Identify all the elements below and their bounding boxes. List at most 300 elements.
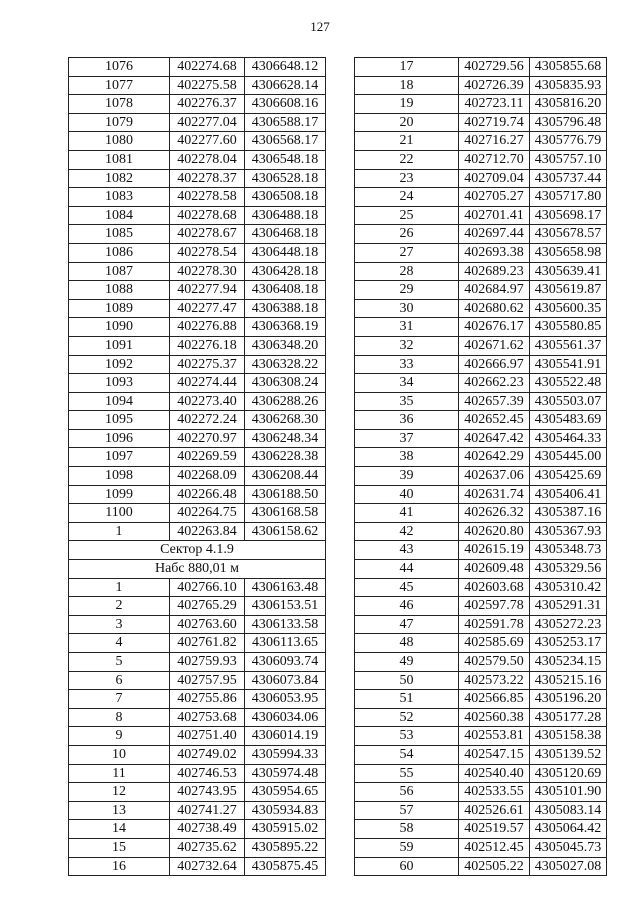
table-row: [69, 467, 326, 486]
y-coordinate: 4305895.22: [245, 838, 326, 857]
y-coordinate: 4305291.31: [530, 597, 607, 616]
table-row: [355, 671, 607, 690]
x-coordinate: 402652.45: [459, 411, 530, 430]
point-number: 24: [355, 188, 459, 207]
y-coordinate: 4306113.65: [245, 634, 326, 653]
y-coordinate: 4306348.20: [245, 336, 326, 355]
table-row: [355, 113, 607, 132]
point-number: 1094: [69, 392, 170, 411]
y-coordinate: 4306268.30: [245, 411, 326, 430]
table-row: [355, 764, 607, 783]
point-number: 60: [355, 857, 459, 876]
table-row: [355, 206, 607, 225]
x-coordinate: 402278.67: [170, 225, 245, 244]
table-row: [355, 522, 607, 541]
point-number: 57: [355, 801, 459, 820]
x-coordinate: 402274.68: [170, 58, 245, 77]
table-row: [69, 411, 326, 430]
y-coordinate: 4306548.18: [245, 150, 326, 169]
x-coordinate: 402766.10: [170, 578, 245, 597]
table-row: [69, 169, 326, 188]
x-coordinate: 402662.23: [459, 374, 530, 393]
y-coordinate: 4305310.42: [530, 578, 607, 597]
y-coordinate: 4305367.93: [530, 522, 607, 541]
table-row: [69, 299, 326, 318]
table-row: [69, 225, 326, 244]
table-row: [355, 318, 607, 337]
table-row: [69, 243, 326, 262]
point-number: 1077: [69, 76, 170, 95]
table-row: [355, 374, 607, 393]
table-row: [69, 820, 326, 839]
y-coordinate: 4305253.17: [530, 634, 607, 653]
y-coordinate: 4305064.42: [530, 820, 607, 839]
point-number: 37: [355, 429, 459, 448]
x-coordinate: 402761.82: [170, 634, 245, 653]
y-coordinate: 4305580.85: [530, 318, 607, 337]
point-number: 29: [355, 281, 459, 300]
table-row: [355, 150, 607, 169]
table-row: [69, 150, 326, 169]
x-coordinate: 402757.95: [170, 671, 245, 690]
y-coordinate: 4306228.38: [245, 448, 326, 467]
point-number: 26: [355, 225, 459, 244]
table-row: [355, 578, 607, 597]
point-number: 39: [355, 467, 459, 486]
x-coordinate: 402591.78: [459, 615, 530, 634]
x-coordinate: 402620.80: [459, 522, 530, 541]
x-coordinate: 402732.64: [170, 857, 245, 876]
point-number: 51: [355, 690, 459, 709]
point-number: 17: [355, 58, 459, 77]
y-coordinate: 4305934.83: [245, 801, 326, 820]
y-coordinate: 4305406.41: [530, 485, 607, 504]
point-number: 49: [355, 653, 459, 672]
table-row: [69, 113, 326, 132]
x-coordinate: 402274.44: [170, 374, 245, 393]
x-coordinate: 402553.81: [459, 727, 530, 746]
right-coordinates-table: [354, 57, 607, 876]
y-coordinate: 4305387.16: [530, 504, 607, 523]
x-coordinate: 402566.85: [459, 690, 530, 709]
y-coordinate: 4306488.18: [245, 206, 326, 225]
point-number: 45: [355, 578, 459, 597]
y-coordinate: 4306528.18: [245, 169, 326, 188]
x-coordinate: 402666.97: [459, 355, 530, 374]
x-coordinate: 402684.97: [459, 281, 530, 300]
point-number: 1096: [69, 429, 170, 448]
x-coordinate: 402519.57: [459, 820, 530, 839]
y-coordinate: 4305541.91: [530, 355, 607, 374]
y-coordinate: 4305272.23: [530, 615, 607, 634]
table-row: [355, 262, 607, 281]
table-row: [69, 745, 326, 764]
x-coordinate: 402676.17: [459, 318, 530, 337]
x-coordinate: 402642.29: [459, 448, 530, 467]
x-coordinate: 402609.48: [459, 560, 530, 579]
table-row: [69, 838, 326, 857]
y-coordinate: 4306053.95: [245, 690, 326, 709]
table-row: [355, 783, 607, 802]
y-coordinate: 4306093.74: [245, 653, 326, 672]
point-number: 28: [355, 262, 459, 281]
point-number: 59: [355, 838, 459, 857]
x-coordinate: 402755.86: [170, 690, 245, 709]
y-coordinate: 4305855.68: [530, 58, 607, 77]
point-number: 7: [69, 690, 170, 709]
y-coordinate: 4305083.14: [530, 801, 607, 820]
y-coordinate: 4305875.45: [245, 857, 326, 876]
table-row: [69, 634, 326, 653]
point-number: 1093: [69, 374, 170, 393]
table-row: [355, 392, 607, 411]
point-number: 1078: [69, 95, 170, 114]
y-coordinate: 4306508.18: [245, 188, 326, 207]
y-coordinate: 4305619.87: [530, 281, 607, 300]
y-coordinate: 4306073.84: [245, 671, 326, 690]
point-number: 5: [69, 653, 170, 672]
y-coordinate: 4306428.18: [245, 262, 326, 281]
y-coordinate: 4306328.22: [245, 355, 326, 374]
x-coordinate: 402689.23: [459, 262, 530, 281]
x-coordinate: 402275.37: [170, 355, 245, 374]
y-coordinate: 4305445.00: [530, 448, 607, 467]
y-coordinate: 4306368.19: [245, 318, 326, 337]
table-row: [355, 58, 607, 77]
y-coordinate: 4306163.48: [245, 578, 326, 597]
x-coordinate: 402276.37: [170, 95, 245, 114]
x-coordinate: 402716.27: [459, 132, 530, 151]
table-row: [355, 299, 607, 318]
x-coordinate: 402701.41: [459, 206, 530, 225]
x-coordinate: 402712.70: [459, 150, 530, 169]
table-row: [355, 485, 607, 504]
y-coordinate: 4305177.28: [530, 708, 607, 727]
x-coordinate: 402263.84: [170, 522, 245, 541]
x-coordinate: 402273.40: [170, 392, 245, 411]
point-number: 22: [355, 150, 459, 169]
x-coordinate: 402277.94: [170, 281, 245, 300]
point-number: 1086: [69, 243, 170, 262]
point-number: 1084: [69, 206, 170, 225]
x-coordinate: 402637.06: [459, 467, 530, 486]
y-coordinate: 4306133.58: [245, 615, 326, 634]
y-coordinate: 4305974.48: [245, 764, 326, 783]
point-number: 38: [355, 448, 459, 467]
point-number: 20: [355, 113, 459, 132]
x-coordinate: 402276.18: [170, 336, 245, 355]
x-coordinate: 402647.42: [459, 429, 530, 448]
table-row: [69, 615, 326, 634]
y-coordinate: 4306448.18: [245, 243, 326, 262]
point-number: 36: [355, 411, 459, 430]
y-coordinate: 4306248.34: [245, 429, 326, 448]
table-row: [355, 76, 607, 95]
point-number: 43: [355, 541, 459, 560]
point-number: 9: [69, 727, 170, 746]
y-coordinate: 4305120.69: [530, 764, 607, 783]
table-row: [69, 522, 326, 541]
sector-title: Сектор 4.1.9: [69, 541, 326, 560]
x-coordinate: 402270.97: [170, 429, 245, 448]
y-coordinate: 4305045.73: [530, 838, 607, 857]
point-number: 52: [355, 708, 459, 727]
point-number: 18: [355, 76, 459, 95]
y-coordinate: 4306014.19: [245, 727, 326, 746]
y-coordinate: 4305915.02: [245, 820, 326, 839]
table-row: [355, 95, 607, 114]
y-coordinate: 4305994.33: [245, 745, 326, 764]
point-number: 42: [355, 522, 459, 541]
point-number: 1085: [69, 225, 170, 244]
x-coordinate: 402671.62: [459, 336, 530, 355]
y-coordinate: 4305678.57: [530, 225, 607, 244]
table-row: [355, 727, 607, 746]
point-number: 35: [355, 392, 459, 411]
table-row: [69, 485, 326, 504]
x-coordinate: 402657.39: [459, 392, 530, 411]
point-number: 15: [69, 838, 170, 857]
y-coordinate: 4305215.16: [530, 671, 607, 690]
table-row: [355, 653, 607, 672]
point-number: 32: [355, 336, 459, 355]
table-row: [355, 188, 607, 207]
x-coordinate: 402533.55: [459, 783, 530, 802]
y-coordinate: 4306408.18: [245, 281, 326, 300]
y-coordinate: 4305101.90: [530, 783, 607, 802]
table-row: [355, 429, 607, 448]
point-number: 19: [355, 95, 459, 114]
x-coordinate: 402746.53: [170, 764, 245, 783]
point-number: 1098: [69, 467, 170, 486]
y-coordinate: 4305757.10: [530, 150, 607, 169]
table-row: [355, 411, 607, 430]
point-number: 46: [355, 597, 459, 616]
x-coordinate: 402264.75: [170, 504, 245, 523]
point-number: 1089: [69, 299, 170, 318]
y-coordinate: 4305639.41: [530, 262, 607, 281]
table-row: [69, 58, 326, 77]
table-row: [355, 838, 607, 857]
y-coordinate: 4305561.37: [530, 336, 607, 355]
x-coordinate: 402741.27: [170, 801, 245, 820]
table-row: [69, 801, 326, 820]
x-coordinate: 402631.74: [459, 485, 530, 504]
x-coordinate: 402526.61: [459, 801, 530, 820]
x-coordinate: 402560.38: [459, 708, 530, 727]
point-number: 1083: [69, 188, 170, 207]
point-number: 10: [69, 745, 170, 764]
point-number: 31: [355, 318, 459, 337]
point-number: 25: [355, 206, 459, 225]
x-coordinate: 402277.47: [170, 299, 245, 318]
point-number: 11: [69, 764, 170, 783]
x-coordinate: 402751.40: [170, 727, 245, 746]
y-coordinate: 4305503.07: [530, 392, 607, 411]
table-row: [355, 504, 607, 523]
table-row: [69, 262, 326, 281]
y-coordinate: 4305600.35: [530, 299, 607, 318]
x-coordinate: 402512.45: [459, 838, 530, 857]
y-coordinate: 4306588.17: [245, 113, 326, 132]
table-row: [69, 429, 326, 448]
table-row: [69, 132, 326, 151]
x-coordinate: 402268.09: [170, 467, 245, 486]
x-coordinate: 402615.19: [459, 541, 530, 560]
table-row: [69, 76, 326, 95]
table-row: [69, 355, 326, 374]
x-coordinate: 402759.93: [170, 653, 245, 672]
sector-height-row: [69, 560, 326, 579]
y-coordinate: 4305234.15: [530, 653, 607, 672]
point-number: 1090: [69, 318, 170, 337]
table-row: [69, 597, 326, 616]
sector-title-row: [69, 541, 326, 560]
table-row: [69, 764, 326, 783]
point-number: 1: [69, 578, 170, 597]
table-row: [69, 188, 326, 207]
y-coordinate: 4305139.52: [530, 745, 607, 764]
point-number: 44: [355, 560, 459, 579]
y-coordinate: 4305027.08: [530, 857, 607, 876]
point-number: 13: [69, 801, 170, 820]
point-number: 33: [355, 355, 459, 374]
x-coordinate: 402705.27: [459, 188, 530, 207]
y-coordinate: 4306608.16: [245, 95, 326, 114]
table-row: [69, 374, 326, 393]
point-number: 41: [355, 504, 459, 523]
x-coordinate: 402573.22: [459, 671, 530, 690]
x-coordinate: 402579.50: [459, 653, 530, 672]
y-coordinate: 4306188.50: [245, 485, 326, 504]
x-coordinate: 402278.54: [170, 243, 245, 262]
table-row: [355, 132, 607, 151]
table-row: [69, 504, 326, 523]
x-coordinate: 402726.39: [459, 76, 530, 95]
x-coordinate: 402693.38: [459, 243, 530, 262]
x-coordinate: 402749.02: [170, 745, 245, 764]
table-row: [355, 708, 607, 727]
y-coordinate: 4306168.58: [245, 504, 326, 523]
y-coordinate: 4305464.33: [530, 429, 607, 448]
point-number: 1081: [69, 150, 170, 169]
table-row: [355, 336, 607, 355]
y-coordinate: 4306034.06: [245, 708, 326, 727]
sector-height: Набс 880,01 м: [69, 560, 326, 579]
x-coordinate: 402719.74: [459, 113, 530, 132]
point-number: 4: [69, 634, 170, 653]
y-coordinate: 4306208.44: [245, 467, 326, 486]
x-coordinate: 402269.59: [170, 448, 245, 467]
table-row: [69, 578, 326, 597]
point-number: 1097: [69, 448, 170, 467]
x-coordinate: 402277.04: [170, 113, 245, 132]
table-row: [69, 336, 326, 355]
point-number: 50: [355, 671, 459, 690]
y-coordinate: 4306158.62: [245, 522, 326, 541]
point-number: 14: [69, 820, 170, 839]
y-coordinate: 4305329.56: [530, 560, 607, 579]
y-coordinate: 4305796.48: [530, 113, 607, 132]
table-row: [69, 392, 326, 411]
point-number: 2: [69, 597, 170, 616]
table-row: [355, 634, 607, 653]
x-coordinate: 402723.11: [459, 95, 530, 114]
point-number: 54: [355, 745, 459, 764]
table-row: [69, 281, 326, 300]
y-coordinate: 4306628.14: [245, 76, 326, 95]
point-number: 6: [69, 671, 170, 690]
left-coordinates-table: [68, 57, 326, 876]
y-coordinate: 4306153.51: [245, 597, 326, 616]
table-row: [69, 206, 326, 225]
point-number: 21: [355, 132, 459, 151]
x-coordinate: 402275.58: [170, 76, 245, 95]
y-coordinate: 4306388.18: [245, 299, 326, 318]
x-coordinate: 402763.60: [170, 615, 245, 634]
table-row: [355, 597, 607, 616]
point-number: 1: [69, 522, 170, 541]
x-coordinate: 402540.40: [459, 764, 530, 783]
point-number: 1076: [69, 58, 170, 77]
point-number: 34: [355, 374, 459, 393]
x-coordinate: 402626.32: [459, 504, 530, 523]
x-coordinate: 402585.69: [459, 634, 530, 653]
y-coordinate: 4305483.69: [530, 411, 607, 430]
table-row: [69, 653, 326, 672]
table-row: [355, 281, 607, 300]
point-number: 16: [69, 857, 170, 876]
x-coordinate: 402266.48: [170, 485, 245, 504]
table-row: [355, 225, 607, 244]
table-row: [69, 727, 326, 746]
x-coordinate: 402680.62: [459, 299, 530, 318]
y-coordinate: 4306648.12: [245, 58, 326, 77]
point-number: 23: [355, 169, 459, 188]
x-coordinate: 402738.49: [170, 820, 245, 839]
y-coordinate: 4306308.24: [245, 374, 326, 393]
y-coordinate: 4305737.44: [530, 169, 607, 188]
table-row: [69, 783, 326, 802]
point-number: 47: [355, 615, 459, 634]
table-row: [69, 690, 326, 709]
y-coordinate: 4306288.26: [245, 392, 326, 411]
table-row: [355, 243, 607, 262]
point-number: 48: [355, 634, 459, 653]
table-row: [355, 615, 607, 634]
table-row: [69, 95, 326, 114]
table-row: [355, 690, 607, 709]
x-coordinate: 402278.30: [170, 262, 245, 281]
x-coordinate: 402709.04: [459, 169, 530, 188]
table-row: [69, 448, 326, 467]
y-coordinate: 4305158.38: [530, 727, 607, 746]
y-coordinate: 4305954.65: [245, 783, 326, 802]
x-coordinate: 402753.68: [170, 708, 245, 727]
y-coordinate: 4305776.79: [530, 132, 607, 151]
y-coordinate: 4306568.17: [245, 132, 326, 151]
table-row: [355, 467, 607, 486]
x-coordinate: 402278.58: [170, 188, 245, 207]
table-row: [355, 355, 607, 374]
x-coordinate: 402272.24: [170, 411, 245, 430]
x-coordinate: 402547.15: [459, 745, 530, 764]
x-coordinate: 402729.56: [459, 58, 530, 77]
y-coordinate: 4305348.73: [530, 541, 607, 560]
point-number: 12: [69, 783, 170, 802]
table-row: [355, 560, 607, 579]
table-row: [69, 318, 326, 337]
